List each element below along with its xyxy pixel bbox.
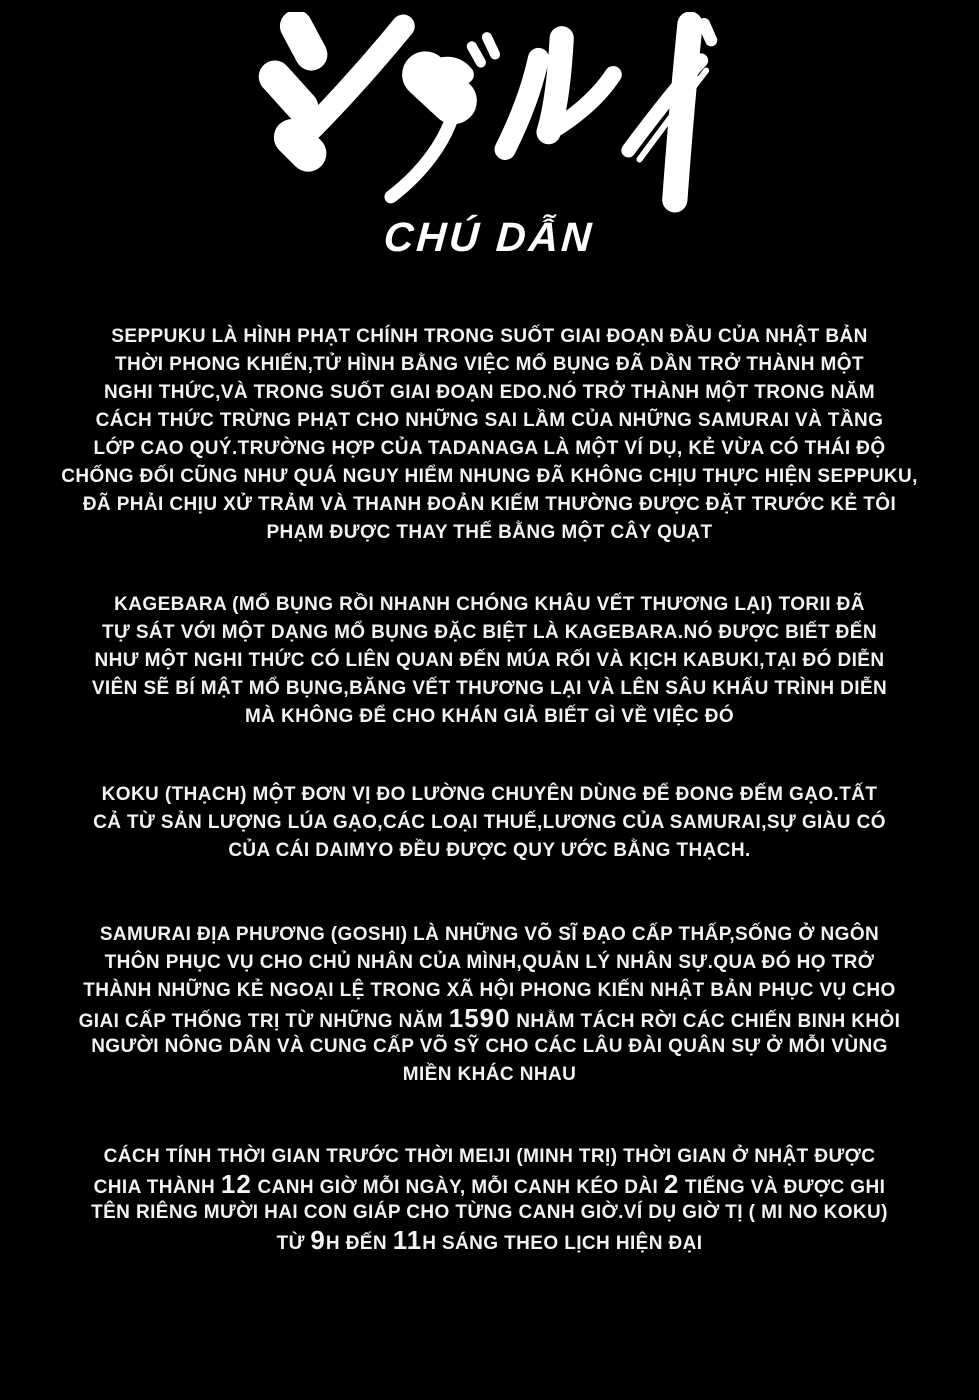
note-line: CẢ TỪ SẢN LƯỢNG LÚA GẠO,CÁC LOẠI THUẾ,LƯƠNG CỦA SAMURAI,SỰ GIÀU CÓ	[93, 812, 886, 833]
note-line: KOKU (THẠCH) MỘT ĐƠN VỊ ĐO LƯỜNG CHUYÊN DÙNG ĐỂ ĐONG ĐẾM GẠO.TẤT	[101, 784, 878, 805]
note-koku	[93, 781, 886, 865]
kana-shi-glyph	[274, 26, 402, 153]
note-line: NGHI THỨC,VÀ TRONG SUỐT GIAI ĐOẠN EDO.NÓ TRỞ THÀNH MỘT TRONG NĂM	[103, 382, 876, 403]
note-line: CÁCH TÍNH THỜI GIAN TRƯỚC THỜI MEIJI (MINH TRỊ) THỜI GIAN Ở NHẬT ĐƯỢC	[103, 1146, 876, 1167]
page-title: CHÚ DẪN	[382, 214, 597, 260]
note-line: LỚP CAO QUÝ.TRƯỜNG HỢP CỦA TADANAGA LÀ MỘT VÍ DỤ, KẺ VỪA CÓ THÁI ĐỘ	[93, 438, 886, 459]
note-line: SEPPUKU LÀ HÌNH PHẠT CHÍNH TRONG SUỐT GIAI ĐOẠN ĐẦU CỦA NHẬT BẢN	[111, 326, 868, 347]
note-seppuku	[61, 323, 918, 547]
note-line: PHẠM ĐƯỢC THAY THẾ BẰNG MỘT CÂY QUẠT	[266, 522, 713, 543]
shigurui-calligraphy-logo	[240, 12, 740, 214]
glossary-notes	[0, 323, 979, 1255]
note-line: CÁCH THỨC TRỪNG PHẠT CHO NHỮNG SAI LẦM CỦA NHỮNG SAMURAI VÀ TẦNG	[95, 410, 884, 431]
note-line: MIỀN KHÁC NHAU	[402, 1064, 577, 1085]
kana-gu-glyph	[391, 37, 495, 197]
note-line: CỦA CÁI DAIMYO ĐỀU ĐƯỢC QUY ƯỚC BẰNG THẠCH.	[228, 840, 751, 861]
kana-i-glyph	[628, 24, 711, 200]
shigurui-kana-icon	[245, 12, 735, 214]
note-line: THÔN PHỤC VỤ CHO CHỦ NHÂN CỦA MÌNH,QUẢN LÝ NHÂN SỰ.QUA ĐÓ HỌ TRỞ	[104, 952, 875, 973]
note-time-before-meiji	[91, 1143, 888, 1255]
note-kagebara	[92, 591, 887, 731]
kana-ru-glyph	[505, 38, 613, 149]
note-line: SAMURAI ĐỊA PHƯƠNG (GOSHI) LÀ NHỮNG VÕ SĨ ĐẠO CẤP THẤP,SỐNG Ở NGÔN	[99, 924, 880, 945]
note-line: TỰ SÁT VỚI MỘT DẠNG MỔ BỤNG ĐẶC BIỆT LÀ KAGEBARA.NÓ ĐƯỢC BIẾT ĐẾN	[102, 622, 877, 643]
note-line: NGƯỜI NÔNG DÂN VÀ CUNG CẤP VÕ SỸ CHO CÁC LÂU ĐÀI QUÂN SỰ Ở MỖI VÙNG	[91, 1036, 888, 1057]
note-line: VIÊN SẼ BÍ MẬT MỔ BỤNG,BĂNG VẾT THƯƠNG LẠI VÀ LÊN SÂU KHẤU TRÌNH DIỄN	[91, 678, 888, 699]
note-line: TỪ 9H ĐẾN 11H SÁNG THEO LỊCH HIỆN ĐẠI	[276, 1225, 703, 1255]
note-line: NHƯ MỘT NGHI THỨC CÓ LIÊN QUAN ĐẾN MÚA RỐI VÀ KỊCH KABUKI,TẠI ĐÓ DIỄN	[94, 650, 885, 671]
note-line: THỜI PHONG KHIẾN,TỬ HÌNH BẰNG VIỆC MỔ BỤNG ĐÃ DẦN TRỞ THÀNH MỘT	[115, 354, 864, 375]
note-line: CHIA THÀNH 12 CANH GIỜ MỖI NGÀY, MỖI CANH KÉO DÀI 2 TIẾNG VÀ ĐƯỢC GHI	[93, 1169, 886, 1199]
note-line: ĐÃ PHẢI CHỊU XỬ TRẢM VÀ THANH ĐOẢN KIẾM THƯỜNG ĐƯỢC ĐẶT TRƯỚC KẺ TÔI	[82, 494, 897, 515]
note-line: CHỐNG ĐỐI CŨNG NHƯ QUÁ NGUY HIỂM NHUNG ĐÃ KHÔNG CHỊU THỰC HIỆN SEPPUKU,	[61, 466, 918, 487]
note-line: KAGEBARA (MỔ BỤNG RỒI NHANH CHÓNG KHÂU VẾT THƯƠNG LẠI) TORII ĐÃ	[114, 594, 865, 615]
note-line: THÀNH NHỮNG KẺ NGOẠI LỆ TRONG XÃ HỘI PHONG KIẾN NHẬT BẢN PHỤC VỤ CHO	[83, 980, 896, 1001]
note-goshi	[79, 921, 901, 1089]
note-line: MÀ KHÔNG ĐỂ CHO KHÁN GIẢ BIẾT GÌ VỀ VIỆC ĐÓ	[244, 706, 735, 727]
note-line: TÊN RIÊNG MƯỜI HAI CON GIÁP CHO TỪNG CANH GIỜ.VÍ DỤ GIỜ TỊ ( MI NO KOKU)	[91, 1202, 888, 1223]
note-line: GIAI CẤP THỐNG TRỊ TỪ NHỮNG NĂM 1590 NHẰM TÁCH RỜI CÁC CHIẾN BINH KHỎI	[78, 1003, 901, 1033]
